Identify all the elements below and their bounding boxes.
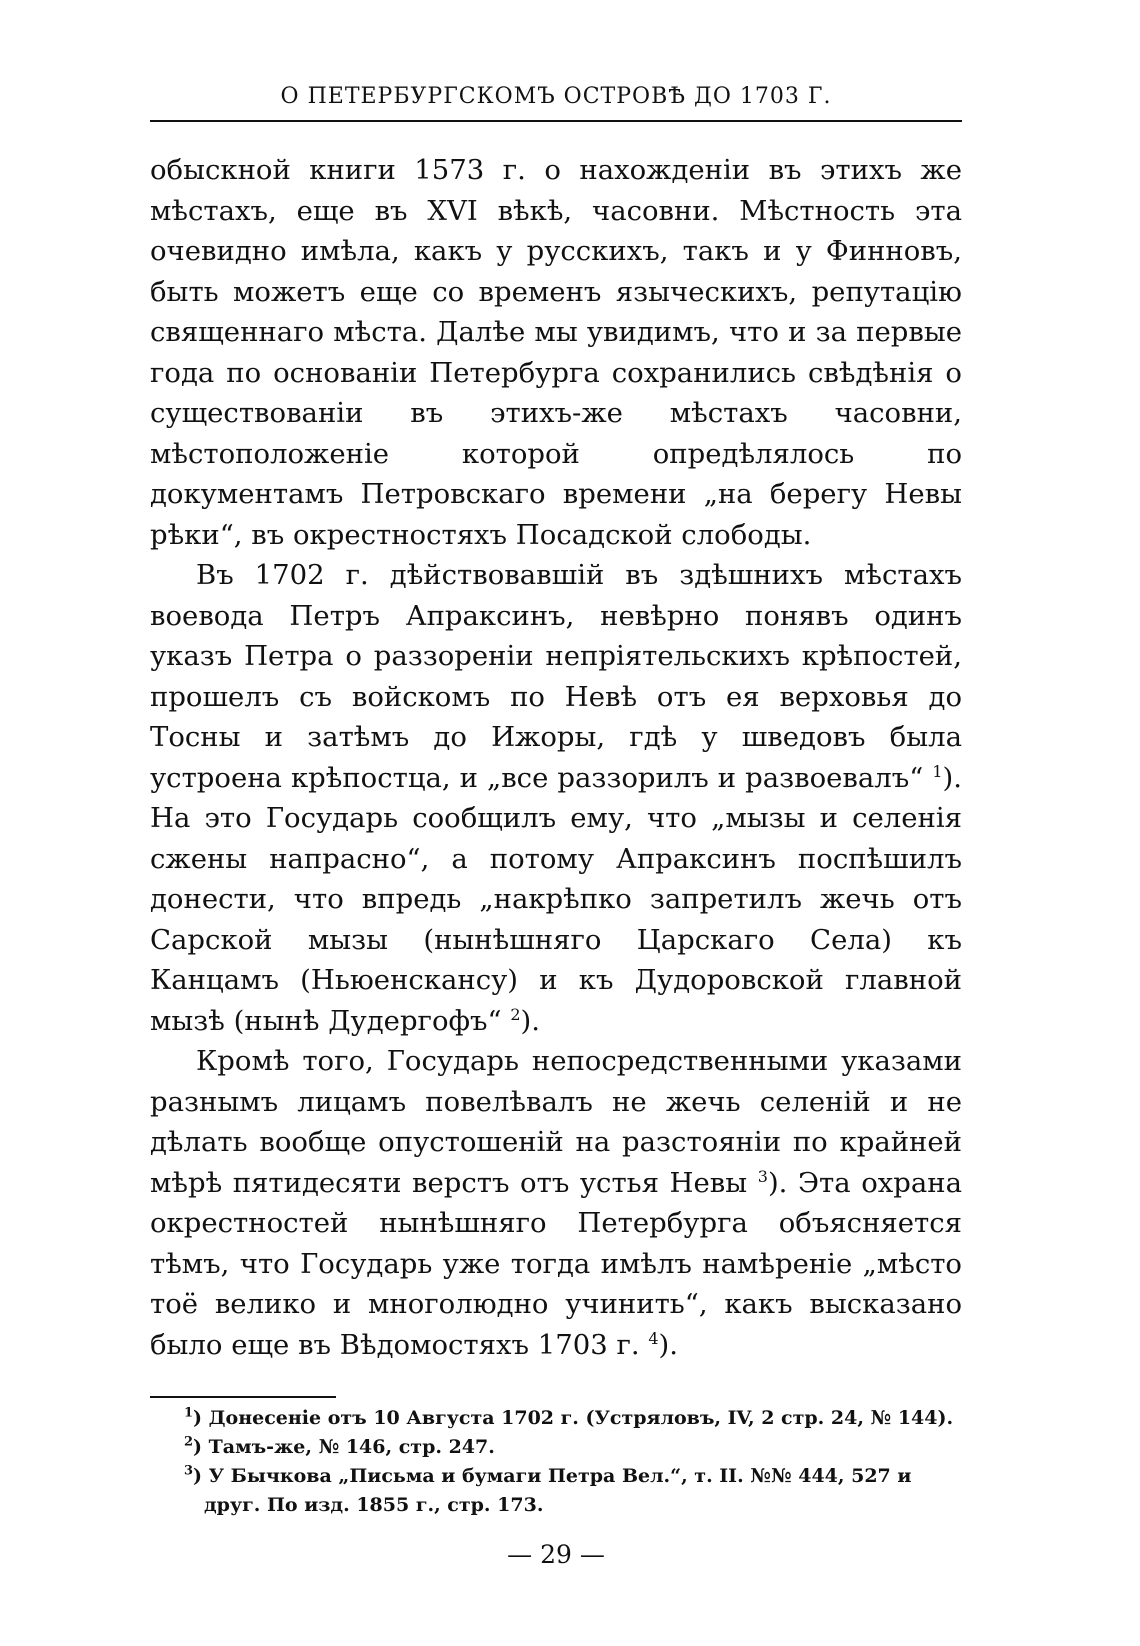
footnote-3-text: ) У Бычкова „Письма и бумаги Петра Вел.“, т. II. №№ 444, 527 и друг. По изд. 1855 г., стр. 173.: [193, 1465, 912, 1516]
footnotes: [150, 1404, 962, 1520]
paragraph-2-text-b: ). На это Государь сообщилъ ему, что „мызы и селенія сжены напрасно“, а потому Апраксинъ поспѣшилъ донести, что впредь „накрѣпко запретилъ жечь отъ Сарской мызы (нынѣшняго Царскаго Села) къ Канцамъ (Ньюенскансу) и къ Дудоровской главной мызѣ (нынѣ Дудергофъ“: [150, 761, 962, 1037]
footnote-3: [150, 1462, 962, 1520]
page-number: — 29 —: [507, 1540, 605, 1569]
main-text: [150, 150, 962, 1365]
paragraph-2-text-c: ).: [520, 1004, 541, 1037]
footnote-rule: [150, 1396, 336, 1398]
footnote-ref-3[interactable]: 3: [757, 1166, 768, 1186]
footnote-3-mark: 3: [184, 1463, 194, 1479]
header-rule: [150, 120, 962, 122]
footnote-1-text: ) Донесеніе отъ 10 Августа 1702 г. (Устряловъ, IV, 2 стр. 24, № 144).: [193, 1407, 954, 1429]
running-head: О ПЕТЕРБУРГСКОМЪ ОСТРОВѢ ДО 1703 Г.: [280, 84, 832, 109]
footnote-2-mark: 2: [184, 1434, 194, 1450]
paragraph-1-text: обыскной книги 1573 г. о нахожденіи въ этихъ же мѣстахъ, еще въ XVI вѣкѣ, часовни. Мѣстность эта очевидно имѣла, какъ у русскихъ, такъ и у Финновъ, быть можетъ еще со временъ языческихъ, репутацію священнаго мѣста. Далѣе мы увидимъ, что и за первые года по основаніи Петербурга сохранились свѣдѣнія о существованіи въ этихъ-же мѣстахъ часовни, мѣстоположеніе которой опредѣлялось по документамъ Петровскаго времени „на берегу Невы рѣки“, въ окрестностяхъ Посадской слободы.: [150, 154, 962, 551]
footnote-2-text: ) Тамъ-же, № 146, стр. 247.: [193, 1436, 495, 1458]
paragraph-2: [150, 555, 962, 1041]
footnote-ref-2[interactable]: 2: [510, 1004, 521, 1024]
paragraph-3-text-a: Кромѣ того, Государь непосредственными указами разнымъ лицамъ повелѣвалъ не жечь селеній и не дѣлать вообще опустошеній на разстояніи по крайней мѣрѣ пятидесяти верстъ отъ устья Невы: [150, 1045, 962, 1199]
footnote-ref-1[interactable]: 1: [932, 761, 943, 781]
paragraph-3-text-b: ). Эта охрана окрестностей нынѣшняго Петербурга объясняется тѣмъ, что Государь уже тогда имѣлъ намѣреніе „мѣсто тоё велико и многолюдно учинить“, какъ высказано было еще въ Вѣдомостяхъ 1703 г.: [150, 1166, 962, 1361]
paragraph-1: [150, 150, 962, 555]
footnote-1-mark: 1: [184, 1405, 194, 1421]
paragraph-3: [150, 1041, 962, 1365]
footnote-1: [150, 1404, 962, 1433]
paragraph-3-text-c: ).: [658, 1328, 679, 1361]
footnote-ref-4[interactable]: 4: [648, 1328, 659, 1348]
footnote-2: [150, 1433, 962, 1462]
paragraph-2-text-a: Въ 1702 г. дѣйствовавшій въ здѣшнихъ мѣстахъ воевода Петръ Апраксинъ, невѣрно понявъ одинъ указъ Петра о раззореніи непріятельскихъ крѣпостей, прошелъ съ войскомъ по Невѣ отъ ея верховья до Тосны и затѣмъ до Ижоры, гдѣ у шведовъ была устроена крѣпостца, и „все раззорилъ и развоевалъ“: [150, 559, 962, 794]
